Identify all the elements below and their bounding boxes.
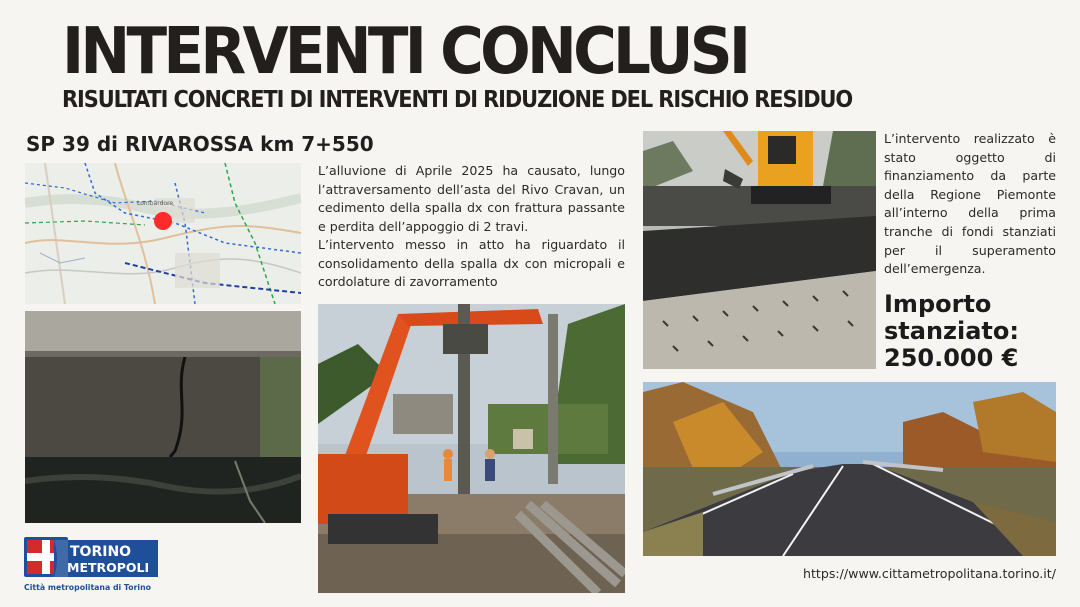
bridge-damage-photo xyxy=(25,311,301,523)
description-paragraph-1: L’alluvione di Aprile 2025 ha causato, lungo l’attraversamento dell’asta del Rivo Cravan, un cedimento della spalla dx con frattura passante e perdita dell’appoggio di 2 travi. xyxy=(318,163,625,234)
construction-drilling-photo xyxy=(318,304,625,593)
location-marker xyxy=(154,212,172,230)
website-link[interactable]: https://www.cittametropolitana.torino.it/ xyxy=(803,566,1056,581)
torino-metropoli-logo xyxy=(24,535,158,593)
map-label: Lombardore xyxy=(137,200,174,207)
funding-text: L’intervento realizzato è stato oggetto di finanziamento da parte della Regione Piemonte all’interno della prima tranche di fondi stanziati per il superamento dell’emergenza. xyxy=(884,131,1056,277)
logo-caption: Città metropolitana di Torino xyxy=(24,583,151,592)
excavator-site-photo xyxy=(643,131,876,369)
page-subtitle: RISULTATI CONCRETI DI INTERVENTI DI RIDUZIONE DEL RISCHIO RESIDUO xyxy=(62,87,853,113)
logo-text-top: TORINO xyxy=(70,544,132,560)
funding-amount xyxy=(884,291,1080,372)
section-title: SP 39 di RIVAROSSA km 7+550 xyxy=(26,132,374,156)
page-title: INTERVENTI CONCLUSI xyxy=(62,15,748,89)
funding-amount-value: 250.000 € xyxy=(884,344,1019,372)
location-map xyxy=(25,163,301,304)
logo-text-bottom: METROPOLI xyxy=(67,560,150,575)
description-paragraph-2: L’intervento messo in atto ha riguardato il consolidamento della spalla dx con micropali e cordolature di zavorramento xyxy=(318,237,625,290)
finished-road-photo xyxy=(643,382,1056,556)
funding-amount-label: Importo stanziato: xyxy=(884,290,1019,345)
